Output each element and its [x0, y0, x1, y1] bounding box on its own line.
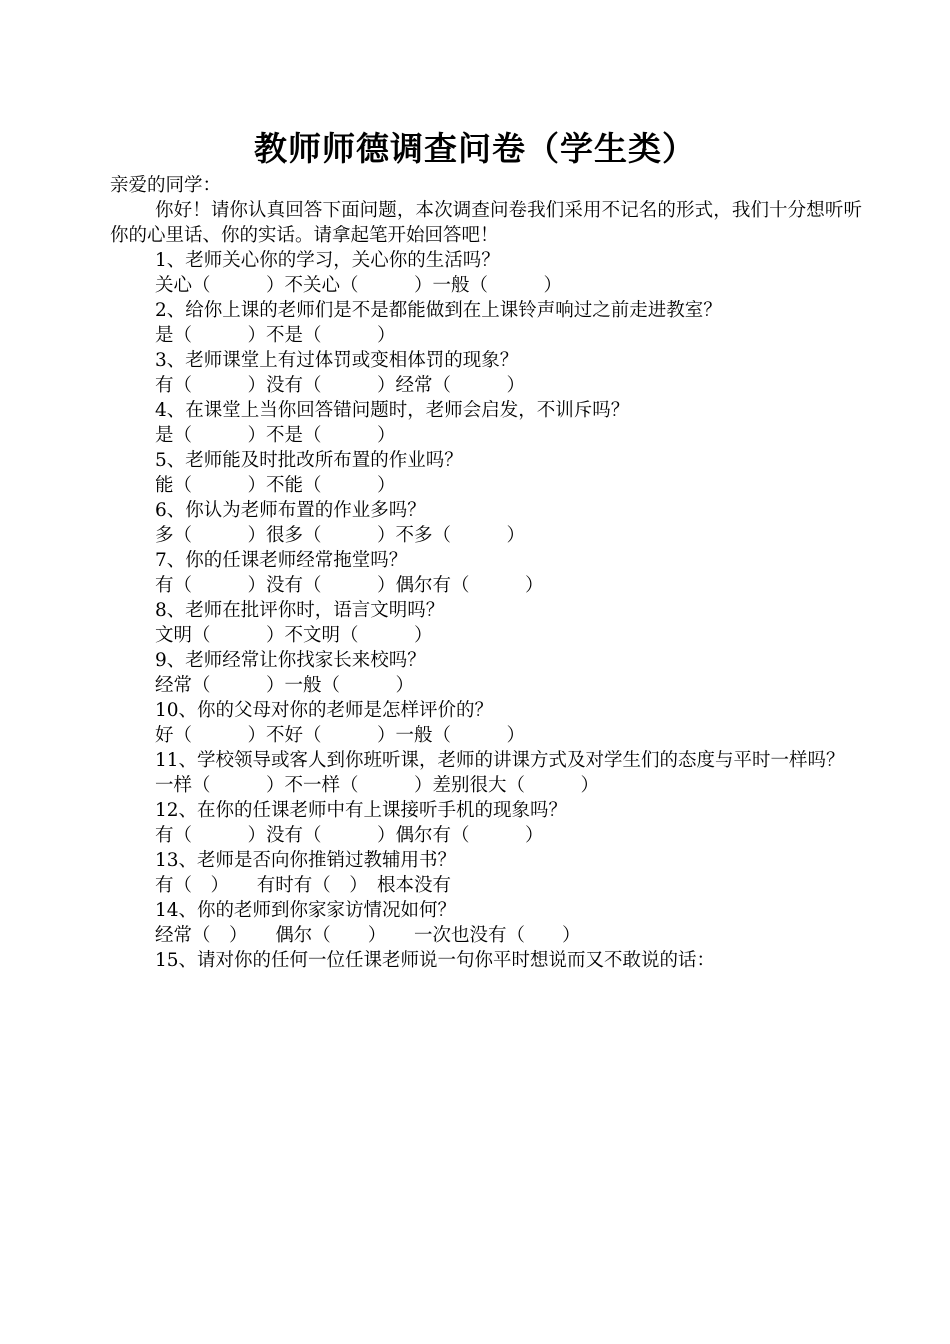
document-body — [110, 173, 862, 973]
greeting: 亲爱的同学： — [110, 175, 222, 196]
question-1-options: 关心（ ）不关心（ ）一般（ ） — [155, 275, 563, 296]
question-3: 3、老师课堂上有过体罚或变相体罚的现象？ — [155, 350, 519, 371]
question-13: 13、老师是否向你推销过教辅用书？ — [155, 850, 457, 871]
question-2: 2、给你上课的老师们是不是都能做到在上课铃声响过之前走进教室？ — [155, 300, 722, 321]
question-6-options: 多（ ）很多（ ）不多（ ） — [155, 525, 526, 546]
question-7-options: 有（ ）没有（ ）偶尔有（ ） — [155, 575, 544, 596]
question-3-options: 有（ ）没有（ ）经常（ ） — [155, 375, 526, 396]
question-12: 12、在你的任课老师中有上课接听手机的现象吗？ — [155, 800, 568, 821]
question-8-options: 文明（ ）不文明（ ） — [155, 625, 433, 646]
question-15: 15、请对你的任何一位任课老师说一句你平时想说而又不敢说的话： — [155, 950, 716, 971]
question-5: 5、老师能及时批改所布置的作业吗？ — [155, 450, 463, 471]
question-9: 9、老师经常让你找家长来校吗？ — [155, 650, 426, 671]
question-6: 6、你认为老师布置的作业多吗？ — [155, 500, 426, 521]
question-11-options: 一样（ ）不一样（ ）差别很大（ ） — [155, 775, 600, 796]
question-14-options: 经常（ ） 偶尔（ ） 一次也没有（ ） — [155, 925, 581, 946]
question-7: 7、你的任课老师经常拖堂吗？ — [155, 550, 408, 571]
question-14: 14、你的老师到你家家访情况如何？ — [155, 900, 457, 921]
question-4: 4、在课堂上当你回答错问题时，老师会启发，不训斥吗？ — [155, 400, 630, 421]
question-13-options: 有（ ） 有时有（ ） 根本没有 — [155, 875, 452, 896]
question-4-options: 是（ ）不是（ ） — [155, 425, 396, 446]
question-8: 8、老师在批评你时，语言文明吗？ — [155, 600, 445, 621]
question-10-options: 好（ ）不好（ ）一般（ ） — [155, 725, 526, 746]
page-title: 教师师德调查问卷（学生类） — [254, 129, 696, 168]
question-9-options: 经常（ ）一般（ ） — [155, 675, 415, 696]
question-1: 1、老师关心你的学习，关心你的生活吗？ — [155, 250, 500, 271]
question-12-options: 有（ ）没有（ ）偶尔有（ ） — [155, 825, 544, 846]
question-10: 10、你的父母对你的老师是怎样评价的？ — [155, 700, 494, 721]
question-5-options: 能（ ）不能（ ） — [155, 475, 396, 496]
question-2-options: 是（ ）不是（ ） — [155, 325, 396, 346]
question-11: 11、学校领导或客人到你班听课，老师的讲课方式及对学生们的态度与平时一样吗？ — [155, 750, 845, 771]
intro-paragraph: 你好！请你认真回答下面问题，本次调查问卷我们采用不记名的形式，我们十分想听听你的心里话、你的实话。请拿起笔开始回答吧！ — [110, 200, 862, 246]
